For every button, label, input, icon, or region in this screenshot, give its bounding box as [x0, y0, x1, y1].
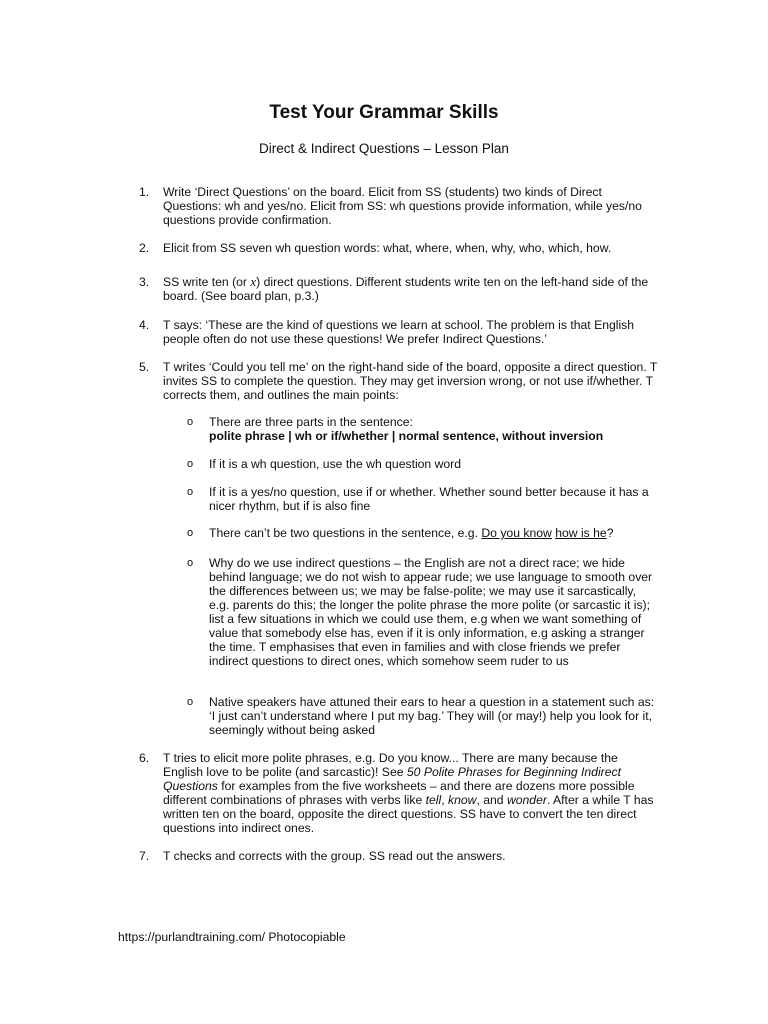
sub-item-text: Native speakers have attuned their ears to hear a question in a statement such as: ‘I just can’t understand where I put my bag.’ They will (or may!) help you look for it, seemingly without being asked — [209, 695, 655, 737]
item-text — [163, 751, 658, 835]
item-text-part: , and — [476, 793, 507, 807]
item-number: 6. — [139, 751, 150, 765]
item-text-part: for examples from the five worksheets – and there are dozens more possible different combinations of phrases with verbs like — [163, 779, 635, 807]
sub-item-text — [209, 526, 659, 540]
page-title: Test Your Grammar Skills — [269, 102, 499, 123]
sub-item-text-part: There can’t be two questions in the sentence, e.g. — [209, 526, 482, 540]
sub-item-bold-line: polite phrase | wh or if/whether | normal sentence, without inversion — [209, 429, 604, 443]
bullet-icon: o — [187, 557, 194, 569]
sub-item-text-part: ? — [606, 526, 614, 540]
item-text-part: ) direct questions. Different students write ten on the left-hand side of the board. (See board plan, p.3.) — [163, 275, 649, 303]
verb-italic: wonder — [506, 793, 547, 807]
item-text: Elicit from SS seven wh question words: what, where, when, why, who, which, how. — [163, 241, 612, 255]
sub-item-text: If it is a yes/no question, use if or whether. Whether sound better because it has a nicer rhythm, but if is also fine — [209, 485, 649, 513]
item-number: 7. — [139, 849, 150, 863]
sub-item-line: There are three parts in the sentence: — [209, 415, 413, 429]
underlined-example: Do you know — [481, 526, 552, 540]
worksheet-reference: 50 Polite Phrases for Beginning Indirect Questions — [163, 765, 621, 793]
item-number: 4. — [139, 318, 150, 332]
item-text: Write ‘Direct Questions’ on the board. Elicit from SS (students) two kinds of Direct Questions: wh and yes/no. Elicit from SS: wh questions provide information, while yes/no questions provide confirmation. — [163, 185, 642, 227]
variable-x: x — [250, 274, 257, 289]
item-text-part: , — [441, 793, 448, 807]
page-subtitle: Direct & Indirect Questions – Lesson Plan — [259, 141, 509, 156]
page-footer: https://purlandtraining.com/ Photocopiable — [118, 930, 346, 944]
verb-italic: tell — [425, 793, 442, 807]
bullet-icon: o — [187, 416, 194, 428]
item-text: T checks and corrects with the group. SS read out the answers. — [163, 849, 506, 863]
item-number: 3. — [139, 275, 150, 289]
item-text — [163, 275, 658, 303]
bullet-icon: o — [187, 696, 194, 708]
bullet-icon: o — [187, 527, 194, 539]
bullet-icon: o — [187, 458, 194, 470]
item-text: T writes ‘Could you tell me’ on the right-hand side of the board, opposite a direct question. T invites SS to complete the question. They may get inversion wrong, or not use if/whether. T corrects them, and outlines the main points: — [163, 360, 658, 402]
verb-italic: know — [448, 793, 477, 807]
item-text: T says: ‘These are the kind of questions we learn at school. The problem is that English people often do not use these questions! We prefer Indirect Questions.’ — [163, 318, 635, 346]
bullet-icon: o — [187, 486, 194, 498]
item-number: 5. — [139, 360, 150, 374]
sub-item-text: If it is a wh question, use the wh question word — [209, 457, 462, 471]
item-text-part: T tries to elicit more polite phrases, e.g. Do you know... There are many because the English love to be polite (and sarcastic)! See — [163, 751, 618, 779]
item-number: 2. — [139, 241, 150, 255]
sub-item-text: Why do we use indirect questions – the English are not a direct race; we hide behind language; we do not wish to appear rude; we use language to smooth over the differences between us; we may be false-polite; we may use it sarcastically, e.g. parents do this; the longer the polite phrase the more polite (or sarcastic it is); list a few situations in which we could use them, e.g when we want something of value that somebody else has, even if it is only information, e.g asking a stranger the time. T emphasises that even in families and with close friends we prefer indirect questions to direct ones, which somehow seem ruder to us — [209, 556, 653, 668]
item-text-part: . After a while T has written ten on the board, opposite the direct questions. SS have to convert the ten direct questions into indirect ones. — [163, 793, 654, 835]
sub-item-text — [209, 415, 659, 443]
item-text-part: SS write ten (or — [163, 275, 251, 289]
item-number: 1. — [139, 185, 150, 199]
underlined-example: how is he — [555, 526, 607, 540]
